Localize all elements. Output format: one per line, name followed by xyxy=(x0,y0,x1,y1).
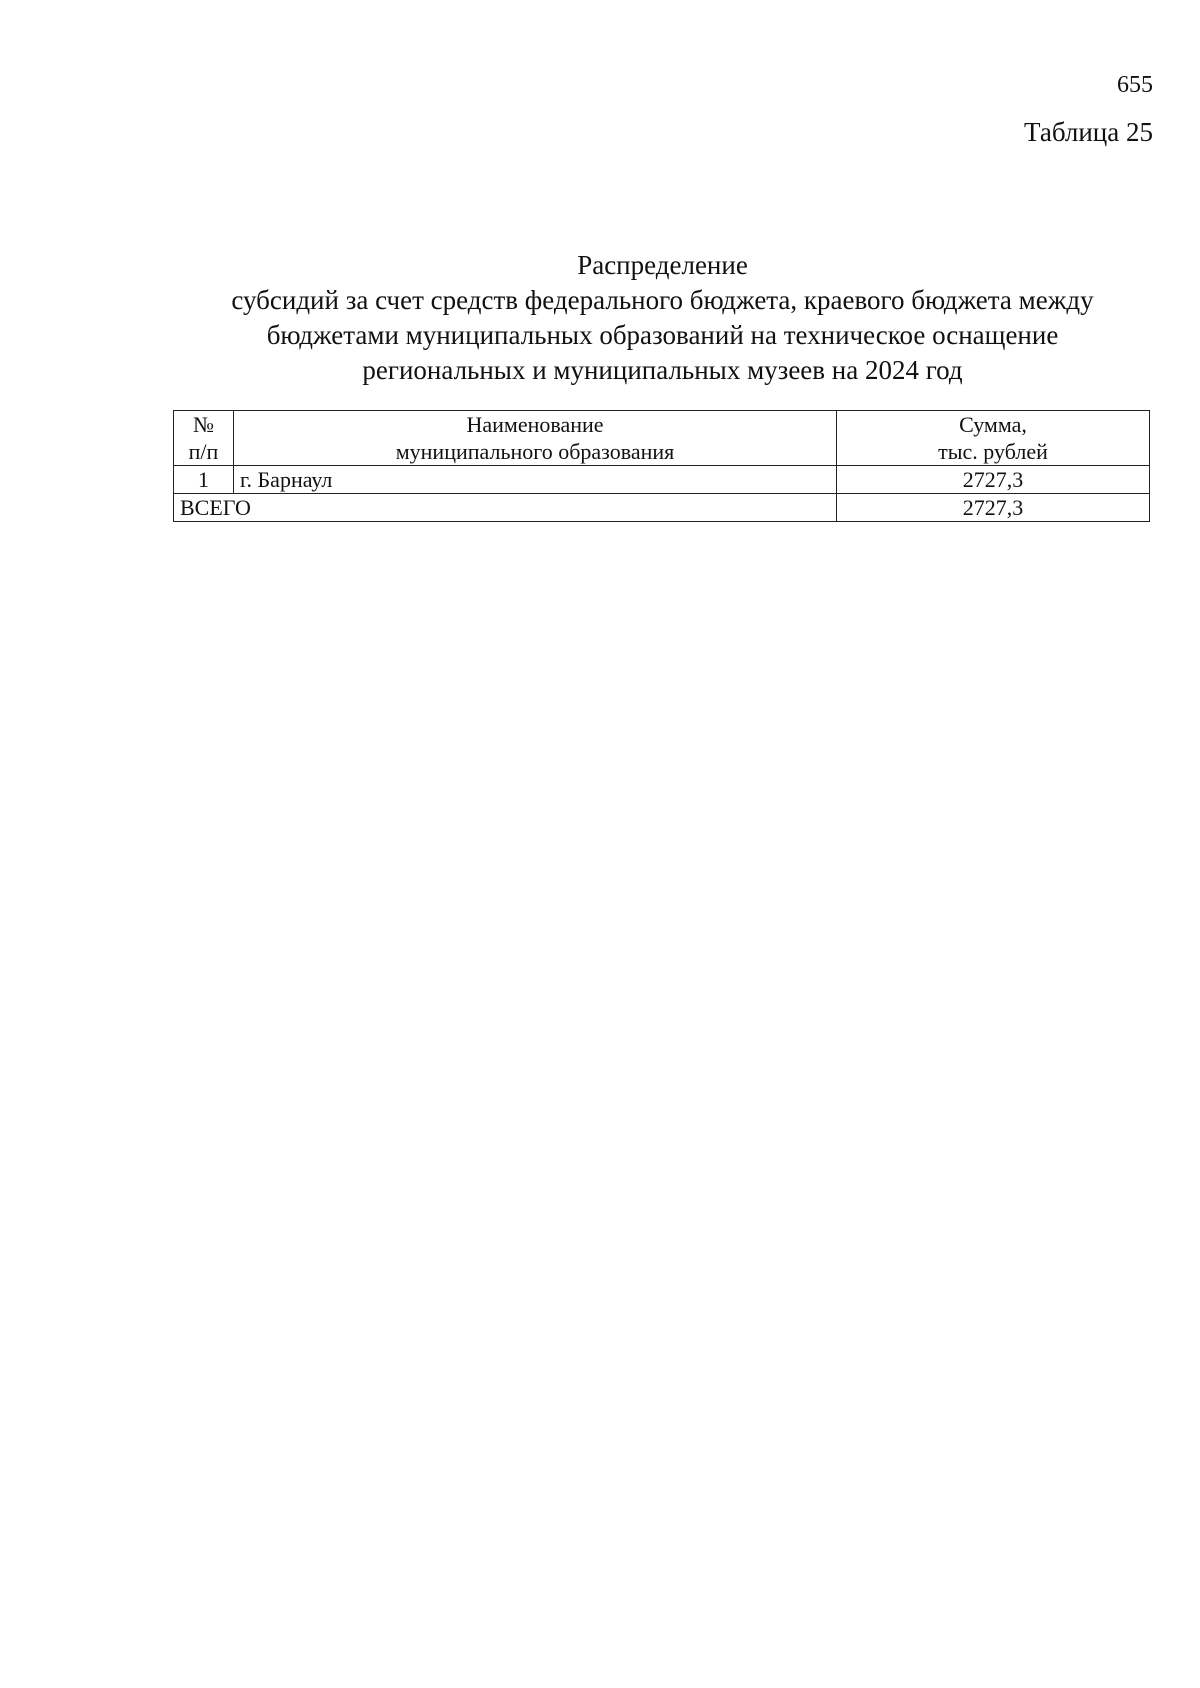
table-header-row xyxy=(174,411,1150,466)
header-number-line-2: п/п xyxy=(188,439,219,464)
title-line-1: Распределение xyxy=(577,250,748,280)
document-title xyxy=(170,248,1155,388)
row-sum: 2727,3 xyxy=(837,466,1150,494)
header-number-line-1: № xyxy=(193,412,214,437)
table-row xyxy=(174,466,1150,494)
header-number xyxy=(174,411,234,466)
total-label: ВСЕГО xyxy=(174,494,837,522)
distribution-table xyxy=(173,410,1150,522)
header-name-line-2: муниципального образования xyxy=(395,439,675,464)
row-number: 1 xyxy=(174,466,234,494)
title-line-2: субсидий за счет средств федерального бюджета, краевого бюджета между xyxy=(231,285,1094,315)
page-number: 655 xyxy=(1117,72,1153,98)
table-label: Таблица 25 xyxy=(1024,117,1153,147)
total-sum: 2727,3 xyxy=(837,494,1150,522)
header-name-line-1: Наименование xyxy=(466,412,604,437)
header-sum-line-1: Сумма, xyxy=(959,412,1027,437)
title-line-3: бюджетами муниципальных образований на техническое оснащение xyxy=(266,320,1059,350)
header-sum xyxy=(837,411,1150,466)
title-line-4: региональных и муниципальных музеев на 2024 год xyxy=(362,355,963,385)
header-sum-line-2: тыс. рублей xyxy=(938,439,1048,464)
header-name xyxy=(234,411,837,466)
table-total-row xyxy=(174,494,1150,522)
row-name: г. Барнаул xyxy=(234,466,837,494)
